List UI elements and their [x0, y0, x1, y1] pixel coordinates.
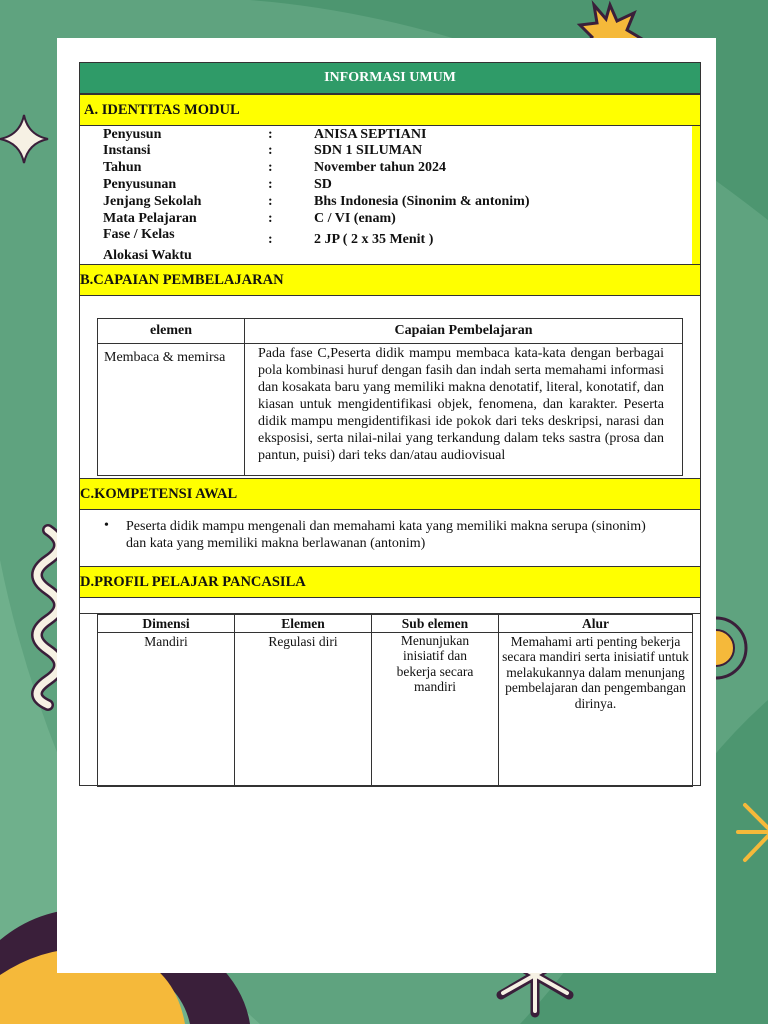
column-header-alur: Alur — [499, 615, 693, 633]
identity-label: Alokasi Waktu — [103, 248, 192, 263]
identity-label: Fase / Kelas — [103, 227, 175, 242]
capaian-block — [79, 296, 701, 478]
identity-label: Penyusunan — [103, 177, 177, 192]
module-document — [79, 62, 701, 786]
column-header-capaian: Capaian Pembelajaran — [245, 319, 683, 344]
identity-value: Bhs Indonesia (Sinonim & antonim) — [314, 194, 530, 209]
section-heading-profil: D.PROFIL PELAJAR PANCASILA — [79, 566, 701, 598]
profil-dimensi-cell: Mandiri — [98, 632, 235, 786]
column-header-elemen: elemen — [98, 319, 245, 344]
identity-value: November tahun 2024 — [314, 160, 446, 175]
section-heading-kompetensi: C.KOMPETENSI AWAL — [79, 478, 701, 510]
capaian-elemen-cell: Membaca & memirsa — [98, 344, 245, 476]
identity-colon: : — [268, 211, 273, 226]
section-title-informasi-umum: INFORMASI UMUM — [79, 62, 701, 94]
identity-value: SD — [314, 177, 332, 192]
column-header-dimensi: Dimensi — [98, 615, 235, 633]
identity-value: 2 JP ( 2 x 35 Menit ) — [314, 232, 434, 247]
column-header-elemen: Elemen — [235, 615, 372, 633]
identity-colon: : — [268, 232, 273, 247]
identity-label: Jenjang Sekolah — [103, 194, 202, 209]
profil-table — [97, 614, 693, 787]
identity-label: Mata Pelajaran — [103, 211, 197, 226]
yellow-edge-strip — [692, 126, 700, 266]
identity-value: ANISA SEPTIANI — [314, 127, 427, 142]
section-heading-capaian: B.CAPAIAN PEMBELAJARAN — [79, 264, 701, 296]
identity-label: Penyusun — [103, 127, 162, 142]
column-header-sub-elemen: Sub elemen — [372, 615, 499, 633]
section-heading-identitas: A. IDENTITAS MODUL — [79, 94, 701, 126]
profil-alur-cell: Memahami arti penting bekerja secara mandiri serta inisiatif untuk melakukannya dalam menunjang pembelajaran dan pengembangan dirinya. — [499, 632, 693, 786]
identity-label: Tahun — [103, 160, 142, 175]
kompetensi-block — [79, 510, 701, 566]
capaian-description-cell: Pada fase C,Peserta didik mampu membaca kata-kata dengan berbagai pola kombinasi huruf dengan fasih dan indah serta memahami informasi dan kosakata baru yang memiliki makna denotatif, literal, konotatif, dan kiasan untuk mengidentifikasi objek, fenomena, dan karakter. Peserta didik mampu mengidentifikasi ide pokok dari teks deskripsi, narasi dan eksposisi, serta nilai-nilai yang terkandung dalam teks sastra (prosa dan pantun, puisi) dari teks dan/atau audiovisual — [245, 344, 683, 476]
capaian-table — [97, 318, 683, 476]
identity-colon: : — [268, 194, 273, 209]
bullet-marker: • — [104, 518, 109, 533]
profil-elemen-cell: Regulasi diri — [235, 632, 372, 786]
identity-colon: : — [268, 143, 273, 158]
identity-label: Instansi — [103, 143, 151, 158]
identity-block — [79, 126, 701, 266]
identity-value: C / VI (enam) — [314, 211, 396, 226]
profil-sub-elemen-cell: Menunjukan inisiatif dan bekerja secara mandiri — [372, 632, 499, 786]
identity-colon: : — [268, 160, 273, 175]
identity-colon: : — [268, 177, 273, 192]
profil-block — [79, 598, 701, 786]
identity-colon: : — [268, 127, 273, 142]
identity-value: SDN 1 SILUMAN — [314, 143, 423, 158]
kompetensi-item: Peserta didik mampu mengenali dan memahami kata yang memiliki makna serupa (sinonim) dan kata yang memiliki makna berlawanan (antonim) — [126, 519, 646, 551]
